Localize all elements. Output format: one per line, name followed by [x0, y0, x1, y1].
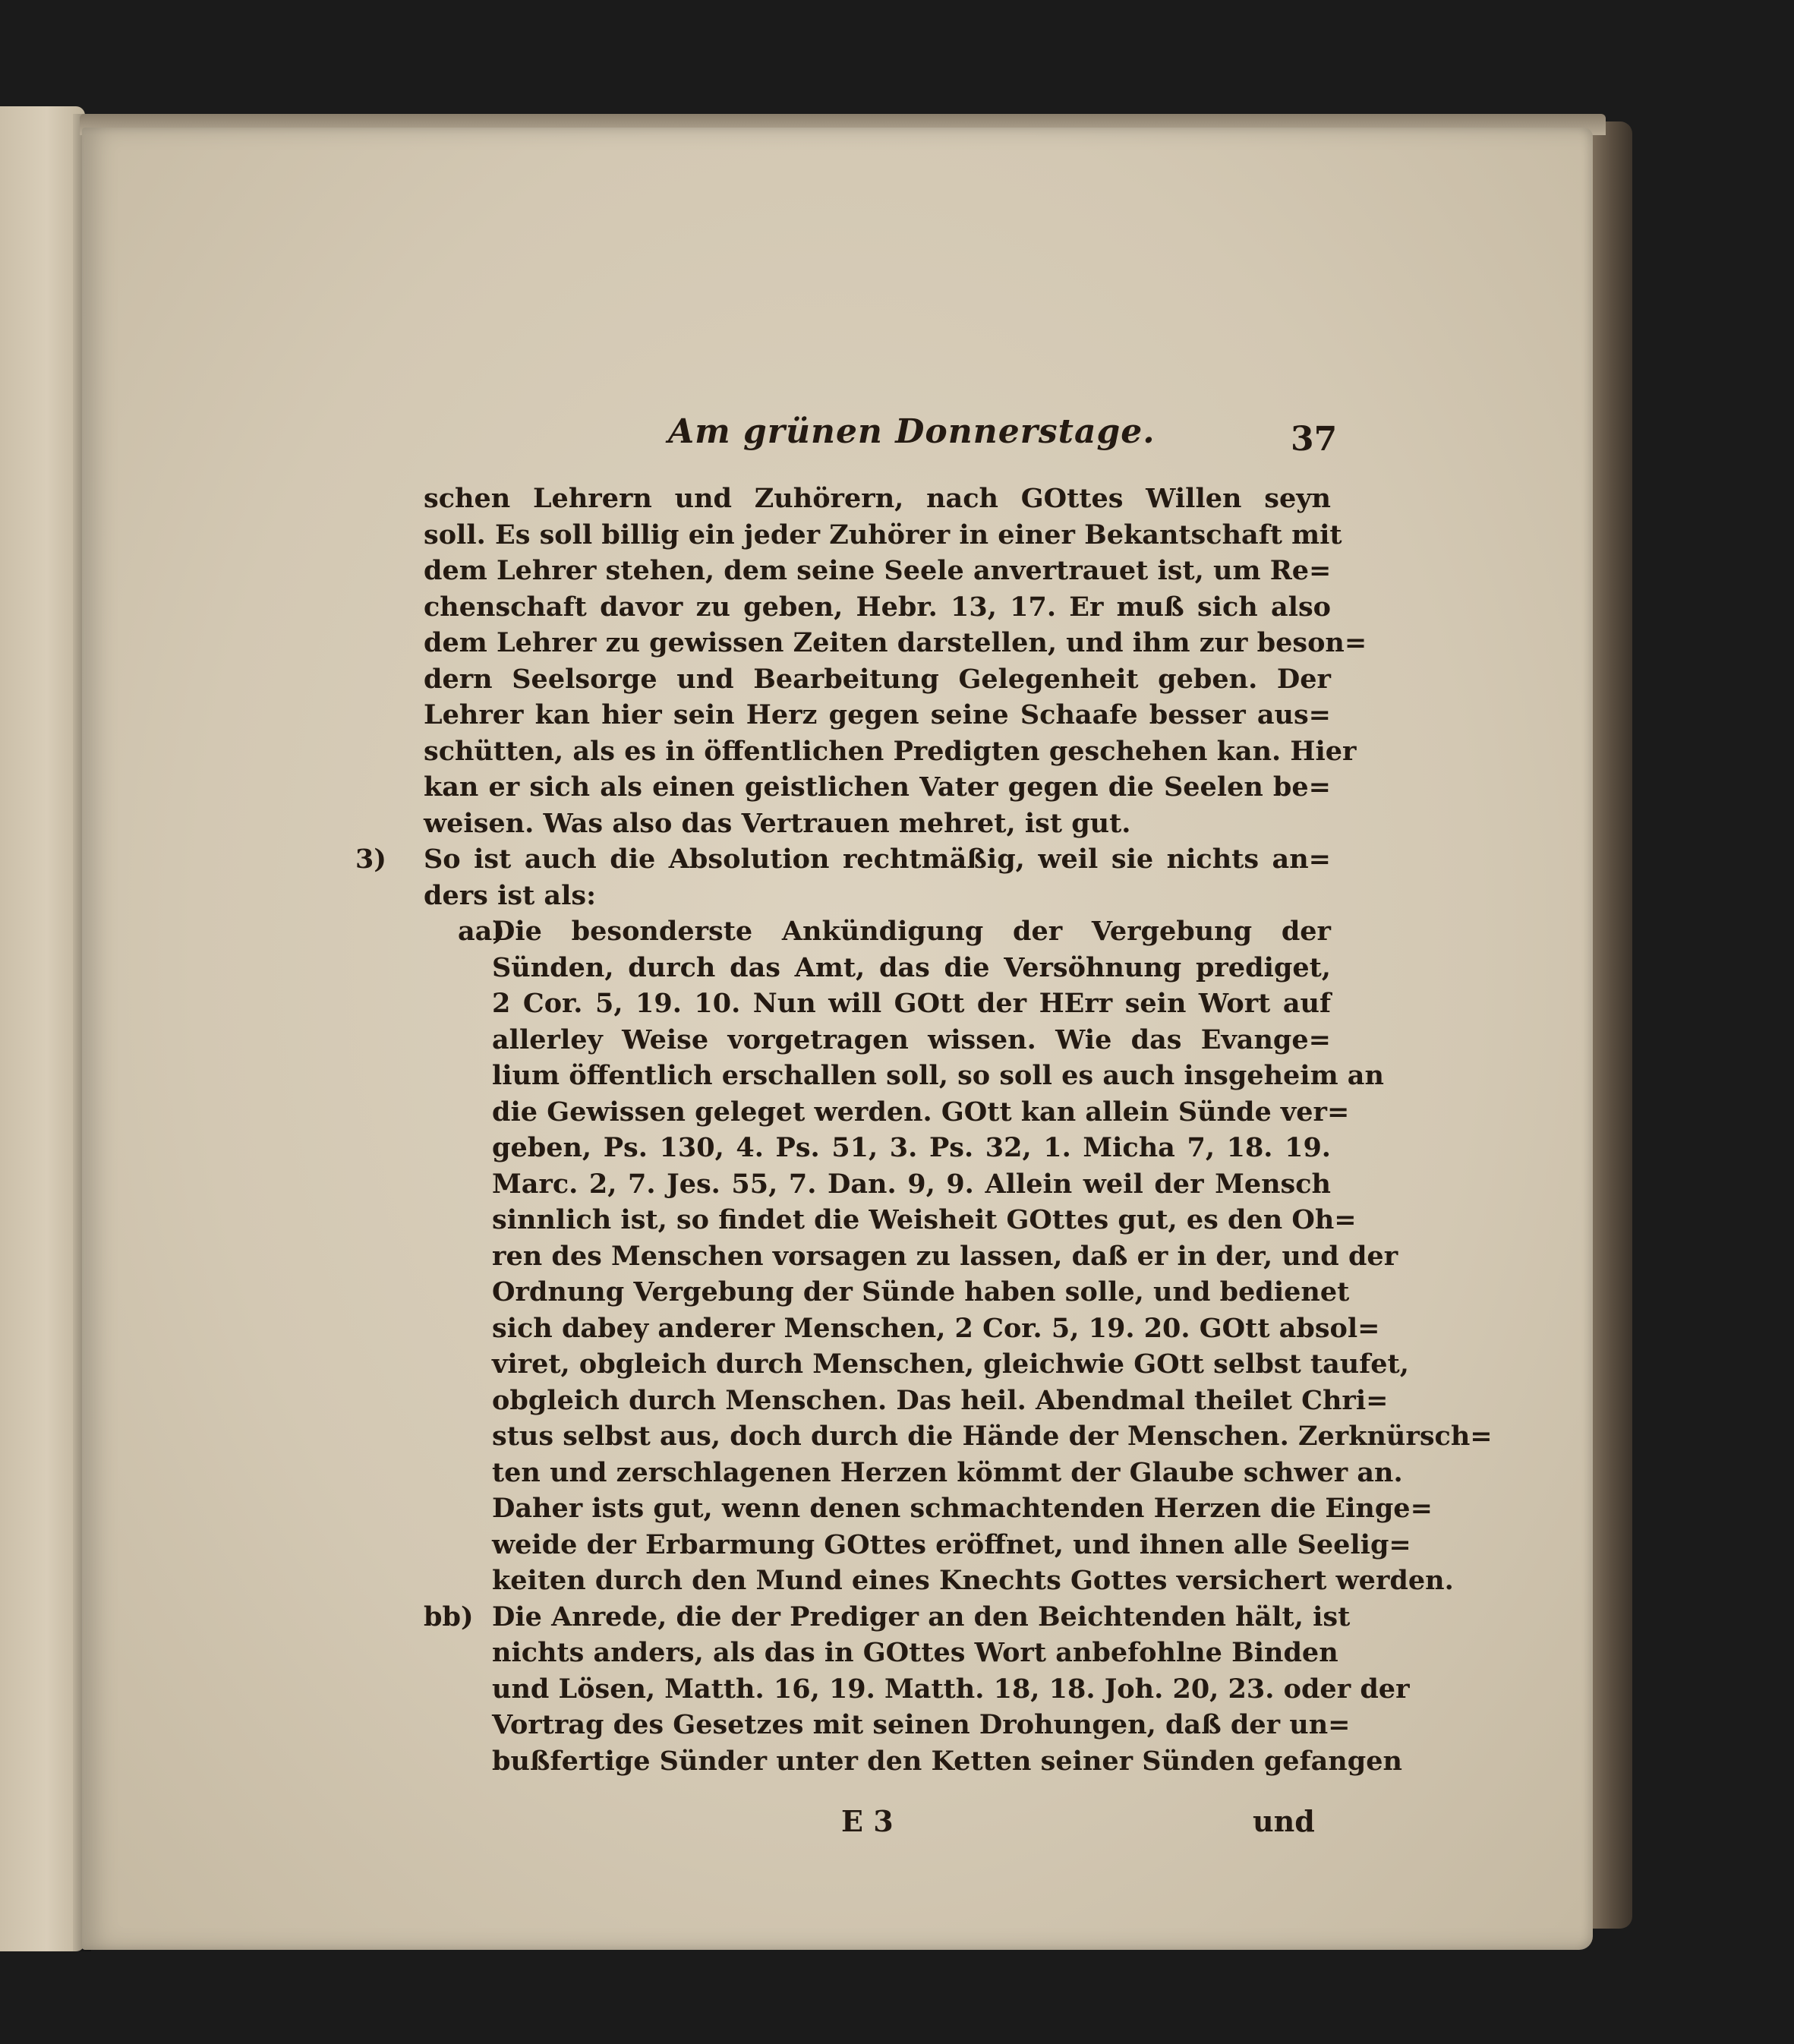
- sub-item-aa: [424, 913, 1493, 1599]
- text-line: Sünden, durch das Amt, das die Versöhnung prediget,: [492, 951, 1331, 983]
- running-head: Am grünen Donnerstage.: [668, 412, 1156, 451]
- text-line: 2 Cor. 5, 19. 10. Nun will GOtt der HErr sein Wort auf: [492, 988, 1331, 1019]
- catchword: und: [1253, 1804, 1315, 1838]
- text-line: dem Lehrer zu gewissen Zeiten darstellen, und ihm zur beson=: [424, 627, 1367, 658]
- text-line: geben, Ps. 130, 4. Ps. 51, 3. Ps. 32, 1. Micha 7, 18. 19.: [492, 1132, 1331, 1163]
- sub-item-marker: bb): [424, 1601, 474, 1632]
- text-line: Marc. 2, 7. Jes. 55, 7. Dan. 9, 9. Allein weil der Mensch: [492, 1168, 1331, 1200]
- sub-item-marker: aa): [458, 916, 505, 947]
- numbered-item-3: [355, 841, 1331, 913]
- text-line: nichts anders, als das in GOttes Wort anbefohlne Binden: [492, 1637, 1338, 1668]
- text-line: Vortrag des Gesetzes mit seinen Drohungen, daß der un=: [492, 1709, 1351, 1740]
- text-line: dem Lehrer stehen, dem seine Seele anvertrauet ist, um Re=: [424, 555, 1332, 586]
- text-line: ten und zerschlagenen Herzen kömmt der Glaube schwer an.: [492, 1456, 1403, 1488]
- text-line: kan er sich als einen geistlichen Vater gegen die Seelen be=: [424, 771, 1331, 803]
- text-line: Lehrer kan hier sein Herz gegen seine Schaafe besser aus=: [424, 699, 1331, 730]
- text-line: So ist auch die Absolution rechtmäßig, weil sie nichts an=: [424, 844, 1331, 875]
- item-number: 3): [355, 844, 386, 875]
- text-line: schen Lehrern und Zuhörern, nach GOttes Willen seyn: [424, 483, 1331, 514]
- page-number: 37: [1291, 420, 1338, 459]
- body-text: [355, 481, 1493, 1779]
- paragraph-continuation: [424, 481, 1367, 841]
- text-line: sinnlich ist, so findet die Weisheit GOttes gut, es den Oh=: [492, 1204, 1357, 1235]
- text-line: und Lösen, Matth. 16, 19. Matth. 18, 18. Joh. 20, 23. oder der: [492, 1673, 1410, 1705]
- text-line: Ordnung Vergebung der Sünde haben solle, und bedienet: [492, 1276, 1350, 1307]
- text-line: keiten durch den Mund eines Knechts Gottes versichert werden.: [492, 1565, 1454, 1596]
- text-line: sich dabey anderer Menschen, 2 Cor. 5, 19. 20. GOtt absol=: [492, 1312, 1380, 1344]
- text-line: Daher ists gut, wenn denen schmachtenden Herzen die Einge=: [492, 1493, 1433, 1524]
- book-page: [82, 128, 1593, 1950]
- text-line: lium öffentlich erschallen soll, so soll es auch insgeheim an: [492, 1060, 1384, 1091]
- text-line: dern Seelsorge und Bearbeitung Gelegenheit geben. Der: [424, 663, 1331, 695]
- signature-mark: E 3: [841, 1804, 894, 1838]
- text-line: soll. Es soll billig ein jeder Zuhörer in einer Bekantschaft mit: [424, 519, 1342, 550]
- text-line: Die Anrede, die der Prediger an den Beichtenden hält, ist: [492, 1601, 1351, 1632]
- text-line: obgleich durch Menschen. Das heil. Abendmal theilet Chri=: [492, 1384, 1389, 1416]
- page-text-area: [82, 128, 1593, 1950]
- text-line: allerley Weise vorgetragen wissen. Wie das Evange=: [492, 1024, 1331, 1055]
- text-line: weisen. Was also das Vertrauen mehret, ist gut.: [424, 807, 1131, 839]
- text-line: bußfertige Sünder unter den Ketten seiner Sünden gefangen: [492, 1745, 1402, 1777]
- text-line: chenschaft davor zu geben, Hebr. 13, 17. Er muß sich also: [424, 591, 1331, 623]
- text-line: ders ist als:: [424, 879, 597, 911]
- sub-item-bb: [424, 1599, 1410, 1780]
- text-line: weide der Erbarmung GOttes eröffnet, und ihnen alle Seelig=: [492, 1528, 1411, 1560]
- text-line: ren des Menschen vorsagen zu lassen, daß er in der, und der: [492, 1240, 1398, 1272]
- text-line: stus selbst aus, doch durch die Hände der Menschen. Zerknürsch=: [492, 1421, 1493, 1452]
- text-line: viret, obgleich durch Menschen, gleichwie GOtt selbst taufet,: [492, 1348, 1409, 1380]
- text-line: schütten, als es in öffentlichen Predigten geschehen kan. Hier: [424, 735, 1357, 767]
- text-line: Die besonderste Ankündigung der Vergebung der: [492, 916, 1331, 947]
- text-line: die Gewissen geleget werden. GOtt kan allein Sünde ver=: [492, 1096, 1350, 1128]
